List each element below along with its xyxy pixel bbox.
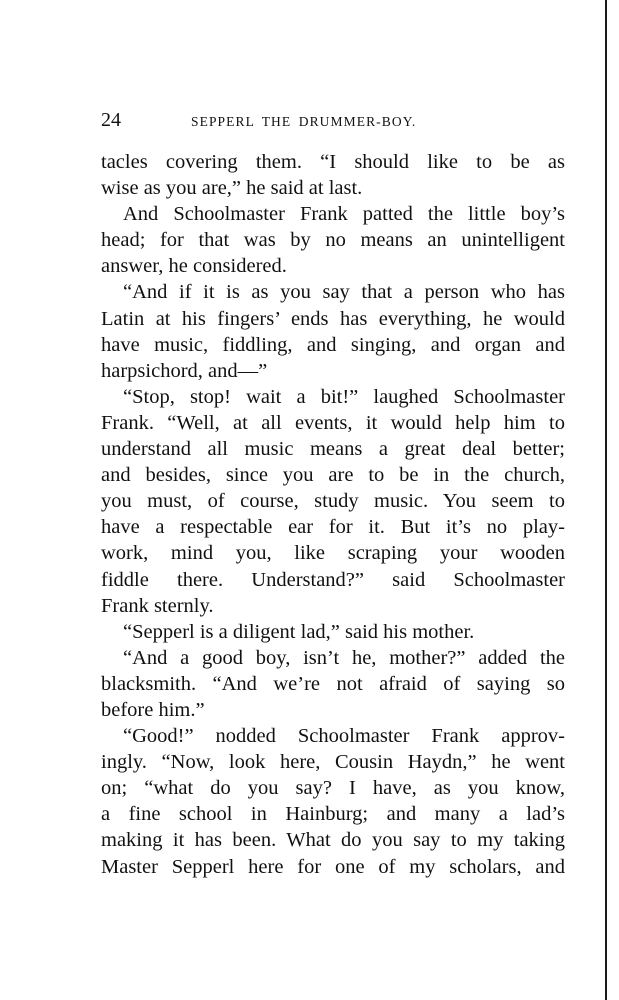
body-text <box>101 149 565 880</box>
text-line: understand all music means a great deal better; <box>101 438 565 461</box>
text-line: harpsichord, and—” <box>101 359 268 382</box>
text-line: on; “what do you say? I have, as you know, <box>101 777 565 800</box>
text-line: “Sepperl is a diligent lad,” said his mother. <box>123 620 475 643</box>
running-head: SEPPERL THE DRUMMER-BOY. <box>191 114 417 129</box>
text-line: have music, fiddling, and singing, and organ and <box>101 333 565 356</box>
text-line: you must, of course, study music. You seem to <box>101 490 565 513</box>
text-line: making it has been. What do you say to my taking <box>101 829 565 852</box>
text-line: fiddle there. Understand?” said Schoolmaster <box>101 568 565 591</box>
text-line: head; for that was by no means an unintelligent <box>101 229 565 252</box>
text-line: tacles covering them. “I should like to be as <box>101 151 565 173</box>
text-line: wise as you are,” he said at last. <box>101 177 363 200</box>
text-line: have a respectable ear for it. But it’s no play- <box>101 516 565 539</box>
text-line: “And a good boy, isn’t he, mother?” added the <box>123 646 565 669</box>
page-number: 24 <box>101 109 121 131</box>
text-line: “Good!” nodded Schoolmaster Frank approv- <box>123 725 565 748</box>
text-line: “Stop, stop! wait a bit!” laughed Schoolmaster <box>123 385 565 408</box>
text-line: Latin at his fingers’ ends has everything, he would <box>101 307 565 330</box>
text-line: before him.” <box>101 698 205 721</box>
page-header <box>101 109 565 139</box>
text-line: and besides, since you are to be in the church, <box>101 464 565 487</box>
text-line: answer, he considered. <box>101 255 287 278</box>
text-line: Master Sepperl here for one of my scholars, and <box>101 855 565 878</box>
text-line: Frank sternly. <box>101 594 214 617</box>
text-line: ingly. “Now, look here, Cousin Haydn,” he went <box>101 751 565 774</box>
text-line: “And if it is as you say that a person who has <box>123 281 565 304</box>
text-line: Frank. “Well, at all events, it would help him to <box>101 411 565 434</box>
text-line: blacksmith. “And we’re not afraid of saying so <box>101 672 565 695</box>
text-line: And Schoolmaster Frank patted the little boy’s <box>123 203 565 226</box>
text-line: work, mind you, like scraping your wooden <box>101 542 565 565</box>
page-edge-rule <box>605 0 607 1000</box>
text-line: a fine school in Hainburg; and many a lad’s <box>101 803 565 826</box>
book-page <box>101 109 565 880</box>
